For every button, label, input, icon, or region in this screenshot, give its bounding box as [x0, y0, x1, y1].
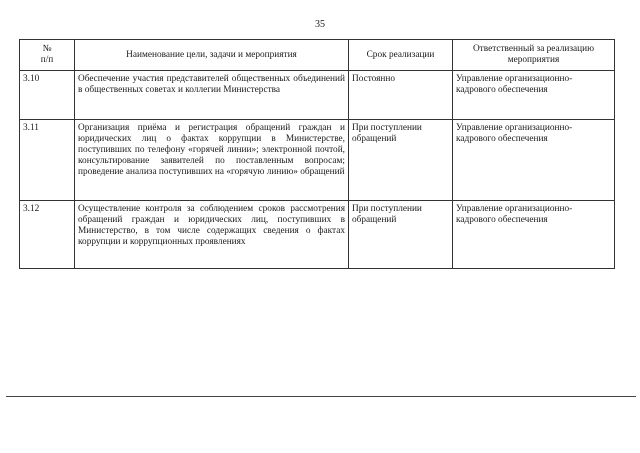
header-responsible: Ответственный за реализацию мероприятия [453, 40, 615, 71]
table-row [20, 120, 615, 201]
row-responsible: Управление организационно-кадрового обеспечения [453, 201, 615, 269]
row-responsible: Управление организационно-кадрового обеспечения [453, 71, 615, 120]
row-term: Постоянно [349, 71, 453, 120]
header-name: Наименование цели, задачи и мероприятия [75, 40, 349, 71]
table-header-row [20, 40, 615, 71]
table-row [20, 201, 615, 269]
row-responsible: Управление организационно-кадрового обеспечения [453, 120, 615, 201]
row-name: Обеспечение участия представителей общественных объединений в общественных советах и коллегии Министерства [75, 71, 349, 120]
row-num: 3.12 [20, 201, 75, 269]
row-num: 3.11 [20, 120, 75, 201]
measures-table [19, 39, 615, 269]
row-name: Организация приёма и регистрация обращений граждан и юридических лиц о фактах коррупции в Министерстве, поступивших по телефону «горячей линии»; электронной почтой, консультирование заявителей по поставленным вопросам; проведение анализа поступивших на «горячую линию» обращений [75, 120, 349, 201]
page-number: 35 [315, 19, 325, 30]
row-name: Осуществление контроля за соблюдением сроков рассмотрения обращений граждан и юридических лиц, поступивших в Министерство, в том числе содержащих сведения о фактах коррупции и коррупционных проявлениях [75, 201, 349, 269]
page-bottom-rule [6, 396, 636, 397]
row-num: 3.10 [20, 71, 75, 120]
header-term: Срок реализации [349, 40, 453, 71]
row-term: При поступлении обращений [349, 201, 453, 269]
table-row [20, 71, 615, 120]
header-num: № п/п [20, 40, 75, 71]
row-term: При поступлении обращений [349, 120, 453, 201]
